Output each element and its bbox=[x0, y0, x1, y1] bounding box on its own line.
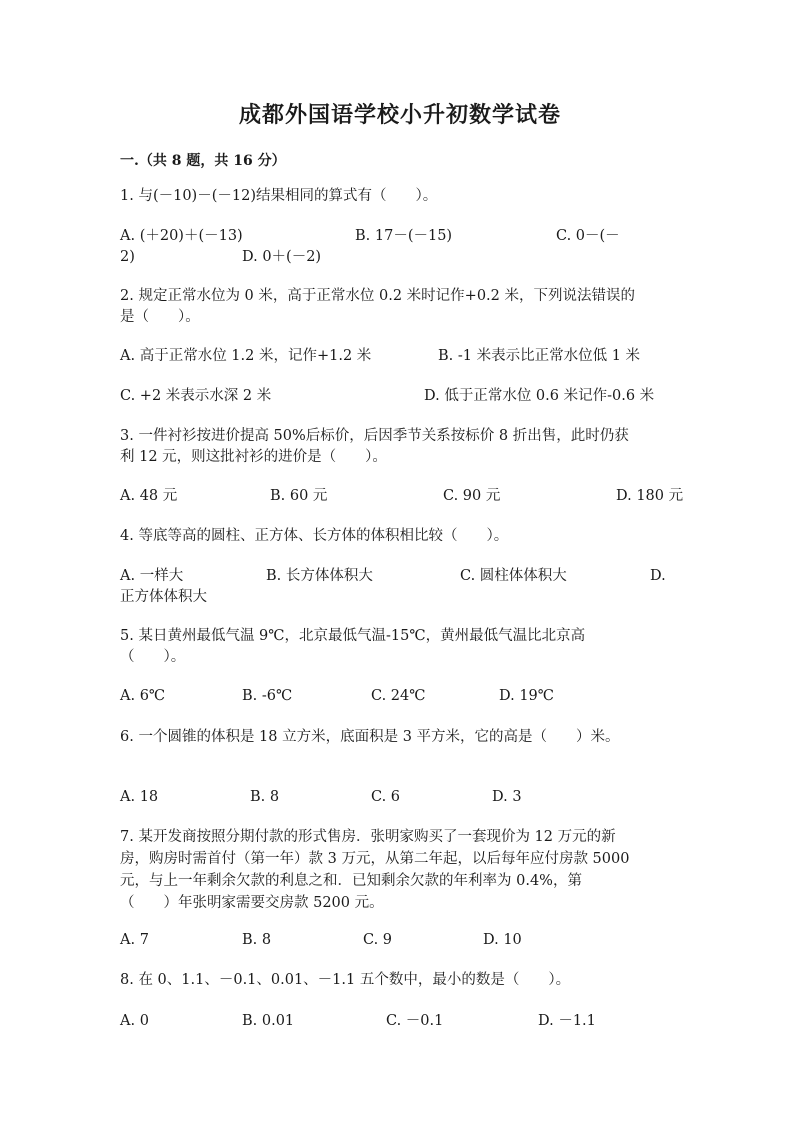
question-4-option-d[interactable]: D. bbox=[650, 568, 666, 584]
question-1-option-d[interactable]: D. 0＋(－2) bbox=[242, 249, 322, 265]
question-1-stem: 1. 与(－10)－(－12)结果相同的算式有（ ）。 bbox=[120, 188, 438, 204]
question-3-option-a[interactable]: A. 48 元 bbox=[120, 488, 178, 504]
question-8-stem: 8. 在 0、1.1、－0.1、0.01、－1.1 五个数中，最小的数是（ ）。 bbox=[120, 972, 571, 988]
question-4-stem: 4. 等底等高的圆柱、正方体、长方体的体积相比较（ ）。 bbox=[120, 528, 509, 544]
question-5-option-c[interactable]: C. 24℃ bbox=[371, 688, 426, 704]
question-3-option-b[interactable]: B. 60 元 bbox=[270, 488, 328, 504]
question-6-option-d[interactable]: D. 3 bbox=[492, 789, 522, 805]
question-3-stem-line-2: 利 12 元，则这批衬衫的进价是（ ）。 bbox=[120, 449, 387, 465]
question-8-option-b[interactable]: B. 0.01 bbox=[242, 1013, 295, 1029]
question-8-option-d[interactable]: D. －1.1 bbox=[538, 1013, 596, 1029]
question-7-stem-line-1: 7. 某开发商按照分期付款的形式售房．张明家购买了一套现价为 12 万元的新 bbox=[120, 829, 616, 845]
question-6-option-c[interactable]: C. 6 bbox=[371, 789, 401, 805]
question-6-option-a[interactable]: A. 18 bbox=[120, 789, 159, 805]
question-2-option-a[interactable]: A. 高于正常水位 1.2 米，记作+1.2 米 bbox=[120, 348, 372, 364]
question-3-stem-line-1: 3. 一件衬衫按进价提高 50%后标价，后因季节关系按标价 8 折出售，此时仍获 bbox=[120, 428, 629, 444]
question-2-option-c[interactable]: C. +2 米表示水深 2 米 bbox=[120, 388, 272, 404]
question-2-option-d[interactable]: D. 低于正常水位 0.6 米记作-0.6 米 bbox=[424, 388, 655, 404]
question-7-option-d[interactable]: D. 10 bbox=[483, 932, 522, 948]
section-heading: 一.（共 8 题，共 16 分） bbox=[120, 153, 286, 169]
question-7-option-c[interactable]: C. 9 bbox=[363, 932, 393, 948]
question-7-option-a[interactable]: A. 7 bbox=[120, 932, 149, 948]
question-2-stem-line-1: 2. 规定正常水位为 0 米，高于正常水位 0.2 米时记作+0.2 米，下列说法错误的 bbox=[120, 288, 635, 304]
page-title: 成都外国语学校小升初数学试卷 bbox=[238, 102, 561, 128]
question-1-option-b[interactable]: B. 17－(－15) bbox=[355, 228, 453, 244]
question-4-option-a[interactable]: A. 一样大 bbox=[120, 568, 184, 584]
question-3-option-c[interactable]: C. 90 元 bbox=[443, 488, 501, 504]
question-6-stem: 6. 一个圆锥的体积是 18 立方米，底面积是 3 平方米，它的高是（ ）米。 bbox=[120, 729, 620, 745]
question-7-option-b[interactable]: B. 8 bbox=[242, 932, 272, 948]
question-1-option-c-continued: 2) bbox=[120, 249, 135, 265]
question-7-stem-line-4: （ ）年张明家需要交房款 5200 元。 bbox=[120, 895, 384, 911]
question-5-option-d[interactable]: D. 19℃ bbox=[499, 688, 554, 704]
question-7-stem-line-2: 房，购房时需首付（第一年）款 3 万元，从第二年起，以后每年应付房款 5000 bbox=[120, 851, 630, 867]
question-5-option-a[interactable]: A. 6℃ bbox=[120, 688, 166, 704]
question-4-option-c[interactable]: C. 圆柱体体积大 bbox=[460, 568, 567, 584]
question-1-option-c[interactable]: C. 0－(－ bbox=[556, 228, 620, 244]
question-8-option-a[interactable]: A. 0 bbox=[120, 1013, 149, 1029]
question-1-option-a[interactable]: A. (＋20)＋(－13) bbox=[120, 228, 243, 244]
question-4-option-b[interactable]: B. 长方体体积大 bbox=[266, 568, 373, 584]
question-3-option-d[interactable]: D. 180 元 bbox=[616, 488, 684, 504]
question-5-stem-line-1: 5. 某日黄州最低气温 9℃，北京最低气温-15℃，黄州最低气温比北京高 bbox=[120, 628, 586, 644]
question-8-option-c[interactable]: C. －0.1 bbox=[386, 1013, 444, 1029]
question-2-stem-line-2: 是（ ）。 bbox=[120, 309, 200, 325]
question-6-option-b[interactable]: B. 8 bbox=[250, 789, 280, 805]
question-4-option-d-continued: 正方体体积大 bbox=[120, 589, 207, 605]
question-5-option-b[interactable]: B. -6℃ bbox=[242, 688, 293, 704]
question-7-stem-line-3: 元，与上一年剩余欠款的利息之和．已知剩余欠款的年利率为 0.4%，第 bbox=[120, 873, 582, 889]
question-2-option-b[interactable]: B. -1 米表示比正常水位低 1 米 bbox=[438, 348, 641, 364]
question-5-stem-line-2: （ ）。 bbox=[120, 649, 186, 665]
